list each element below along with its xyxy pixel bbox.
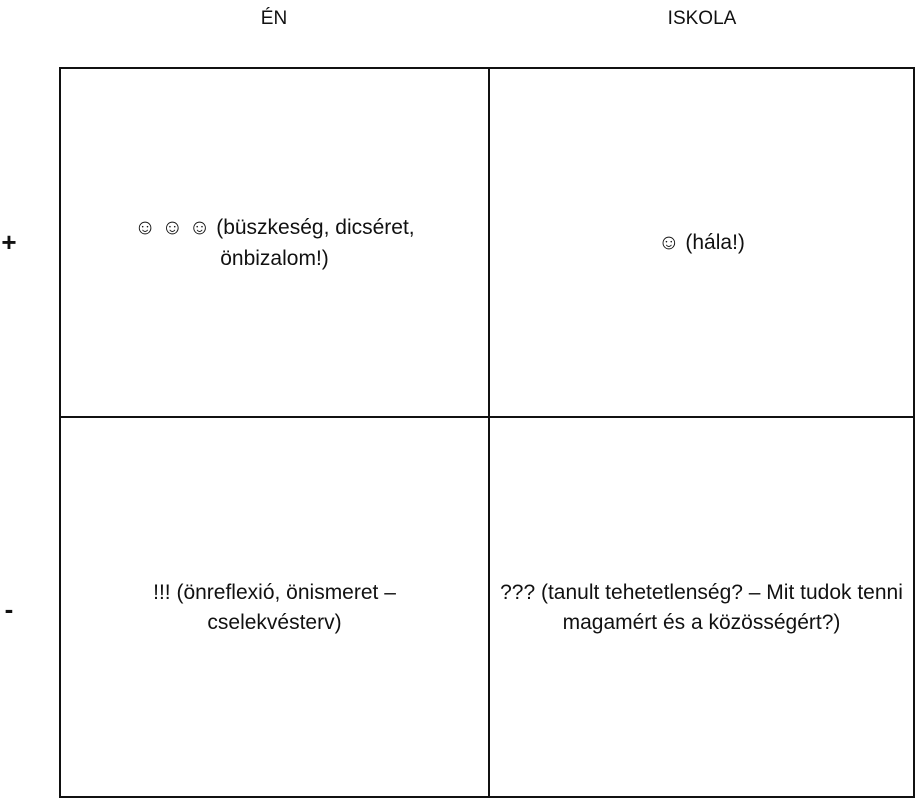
quadrant-grid	[59, 67, 915, 798]
cell-iskola-minus	[490, 418, 913, 796]
column-header-iskola: ISKOLA	[667, 8, 737, 29]
row-label-plus: +	[1, 227, 17, 257]
row-label-minus: -	[4, 594, 14, 624]
cell-iskola-minus-text: ??? (tanult tehetetlenség? – Mit tudok tenni magamért és a közösségért?)	[500, 580, 903, 634]
cell-en-minus-text: !!! (önreflexió, önismeret – cselekvésterv)	[153, 580, 396, 634]
column-header-en: ÉN	[260, 8, 288, 29]
cell-iskola-plus	[490, 69, 913, 416]
cell-en-minus	[61, 418, 488, 796]
cell-en-plus	[61, 69, 488, 416]
cell-en-plus-text: ☺ ☺ ☺ (büszkeség, dicséret, önbizalom!)	[134, 216, 415, 270]
cell-iskola-plus-text: ☺ (hála!)	[658, 231, 745, 255]
